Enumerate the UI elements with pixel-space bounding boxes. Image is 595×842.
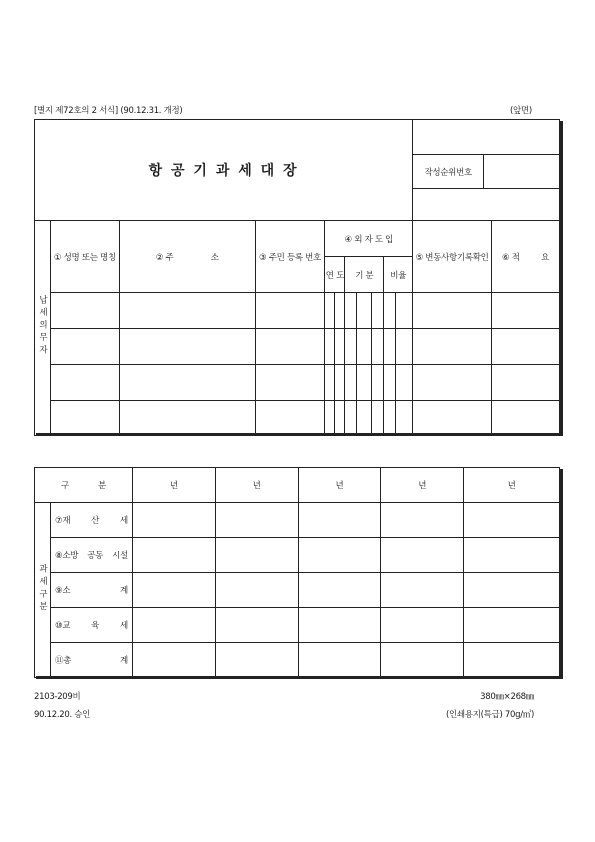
item-text-b: 공동 <box>87 551 104 561</box>
cell[interactable] <box>345 365 357 401</box>
tax-header-b: 분 <box>97 481 106 491</box>
cell[interactable] <box>381 503 464 538</box>
tax-side-cell <box>35 503 51 678</box>
tax-shadow-bottom <box>36 676 563 679</box>
tax-side-label: 과세구분 <box>37 563 48 614</box>
tax-row <box>35 608 560 643</box>
register-row <box>35 401 560 436</box>
cell[interactable] <box>372 365 384 401</box>
cell[interactable] <box>381 608 464 643</box>
item-number: ⑪ <box>54 656 64 666</box>
cell[interactable] <box>464 608 560 643</box>
cell[interactable] <box>215 538 298 573</box>
cell[interactable] <box>50 401 119 436</box>
cell[interactable] <box>396 293 413 329</box>
tax-item-label <box>50 608 132 643</box>
cell[interactable] <box>298 608 381 643</box>
tax-table <box>34 467 560 678</box>
item-text-a: 소 <box>62 586 71 596</box>
cell[interactable] <box>335 401 345 436</box>
approval-date: 90.12.20. 승인 <box>34 710 91 720</box>
cell[interactable] <box>384 365 396 401</box>
cell[interactable] <box>298 503 381 538</box>
item-text-b: 산 <box>91 516 100 526</box>
cell[interactable] <box>132 608 215 643</box>
cell[interactable] <box>345 329 357 365</box>
tax-item-label <box>50 573 132 608</box>
item-text-c: 세 <box>119 621 128 631</box>
tax-shadow-right <box>560 469 563 679</box>
cell[interactable] <box>325 365 335 401</box>
register-shadow-right <box>560 121 563 436</box>
tax-row <box>35 643 560 678</box>
form-code: 2103-209비 <box>34 692 81 702</box>
title-cell <box>35 120 413 221</box>
cell[interactable] <box>255 293 325 329</box>
tax-item-label <box>50 538 132 573</box>
cell[interactable] <box>325 401 335 436</box>
cell[interactable] <box>381 538 464 573</box>
paper-spec: (인쇄용지(특급) 70g/㎡) <box>445 710 534 720</box>
register-table <box>34 119 560 436</box>
col-address-label-a: ② 주 <box>155 252 174 263</box>
cell[interactable] <box>119 329 255 365</box>
item-text-c: 계 <box>119 656 128 666</box>
col-id-header: ③ 주민 등록 번호 <box>255 221 325 293</box>
col-foreign-amount: 기 분 <box>345 257 384 293</box>
paper-size: 380㎜×268㎜ <box>480 692 534 702</box>
tax-row <box>35 573 560 608</box>
cell[interactable] <box>132 573 215 608</box>
cell[interactable] <box>215 573 298 608</box>
cell[interactable] <box>381 643 464 678</box>
col-foreign-header: ④ 외 자 도 입 <box>325 221 413 257</box>
register-title: 항 공 기 과 세 대 장 <box>148 163 299 179</box>
cell[interactable] <box>381 573 464 608</box>
cell[interactable] <box>357 329 372 365</box>
register-row <box>35 293 560 329</box>
col-note-label-a: ⑥ 적 <box>502 252 520 263</box>
cell[interactable] <box>464 643 560 678</box>
register-row <box>35 365 560 401</box>
col-foreign-ratio: 비율 <box>384 257 413 293</box>
col-address-header <box>119 221 255 293</box>
cell[interactable] <box>384 401 396 436</box>
cell[interactable] <box>119 401 255 436</box>
cell[interactable] <box>119 365 255 401</box>
col-address-label-b: 소 <box>210 252 219 263</box>
page-side-label: (앞면) <box>510 106 532 116</box>
item-text-c: 시설 <box>112 551 128 561</box>
cell[interactable] <box>413 329 492 365</box>
cell[interactable] <box>464 538 560 573</box>
tax-item-label <box>50 643 132 678</box>
cell[interactable] <box>255 329 325 365</box>
serial-number-cell <box>413 120 560 221</box>
cell[interactable] <box>372 401 384 436</box>
cell[interactable] <box>298 573 381 608</box>
cell[interactable] <box>396 365 413 401</box>
col-change-header: ⑤ 변동사항기록확인 <box>413 221 492 293</box>
cell[interactable] <box>298 538 381 573</box>
cell[interactable] <box>492 401 560 436</box>
item-text-c: 세 <box>119 516 128 526</box>
cell[interactable] <box>413 293 492 329</box>
col-note-label-b: 요 <box>541 252 549 263</box>
cell[interactable] <box>325 329 335 365</box>
item-text-c: 계 <box>119 586 128 596</box>
cell[interactable] <box>492 293 560 329</box>
cell[interactable] <box>132 643 215 678</box>
cell[interactable] <box>132 538 215 573</box>
taxpayer-side-label: 납세의무자 <box>37 295 48 358</box>
cell[interactable] <box>298 643 381 678</box>
item-text-a: 소방 <box>62 551 79 561</box>
cell[interactable] <box>384 329 396 365</box>
cell[interactable] <box>372 329 384 365</box>
item-text-a: 교 <box>62 621 71 631</box>
year-header: 년 <box>464 468 560 503</box>
cell[interactable] <box>345 293 357 329</box>
col-foreign-year: 연 도 <box>325 257 345 293</box>
col-name-header: ① 성명 또는 명칭 <box>50 221 119 293</box>
cell[interactable] <box>255 365 325 401</box>
item-text-a: 재 <box>62 516 71 526</box>
cell[interactable] <box>413 401 492 436</box>
cell[interactable] <box>119 293 255 329</box>
cell[interactable] <box>345 401 357 436</box>
item-number: ⑧ <box>54 551 63 561</box>
year-header: 년 <box>215 468 298 503</box>
cell[interactable] <box>492 365 560 401</box>
cell[interactable] <box>464 503 560 538</box>
cell[interactable] <box>132 503 215 538</box>
register-row <box>35 329 560 365</box>
cell[interactable] <box>372 293 384 329</box>
cell[interactable] <box>396 401 413 436</box>
cell[interactable] <box>335 365 345 401</box>
item-number: ⑦ <box>54 516 63 526</box>
cell[interactable] <box>335 293 345 329</box>
item-text-a: 총 <box>63 656 72 666</box>
cell[interactable] <box>464 573 560 608</box>
cell[interactable] <box>335 329 345 365</box>
year-header: 년 <box>132 468 215 503</box>
cell[interactable] <box>357 293 372 329</box>
serial-number-field[interactable] <box>484 155 559 188</box>
item-text-b: 육 <box>91 621 100 631</box>
form-reference: [별지 제72호의 2 서식] (90.12.31. 개정) <box>34 106 183 116</box>
tax-row <box>35 503 560 538</box>
year-header: 년 <box>298 468 381 503</box>
cell[interactable] <box>413 365 492 401</box>
register-shadow-bottom <box>36 433 563 436</box>
tax-item-label <box>50 503 132 538</box>
cell[interactable] <box>215 643 298 678</box>
cell[interactable] <box>50 329 119 365</box>
tax-header-cell <box>35 468 133 503</box>
cell[interactable] <box>215 503 298 538</box>
cell[interactable] <box>357 365 372 401</box>
cell[interactable] <box>384 293 396 329</box>
cell[interactable] <box>357 401 372 436</box>
tax-row <box>35 538 560 573</box>
cell[interactable] <box>492 329 560 365</box>
item-number: ⑨ <box>54 586 63 596</box>
cell[interactable] <box>396 329 413 365</box>
cell[interactable] <box>255 401 325 436</box>
cell[interactable] <box>325 293 335 329</box>
col-note-header <box>492 221 560 293</box>
item-number: ⑩ <box>54 621 63 631</box>
cell[interactable] <box>50 293 119 329</box>
cell[interactable] <box>50 365 119 401</box>
year-header: 년 <box>381 468 464 503</box>
serial-number-label: 작성순위번호 <box>413 155 484 188</box>
tax-header-a: 구 <box>61 481 69 491</box>
cell[interactable] <box>215 608 298 643</box>
taxpayer-side-cell <box>35 221 51 436</box>
